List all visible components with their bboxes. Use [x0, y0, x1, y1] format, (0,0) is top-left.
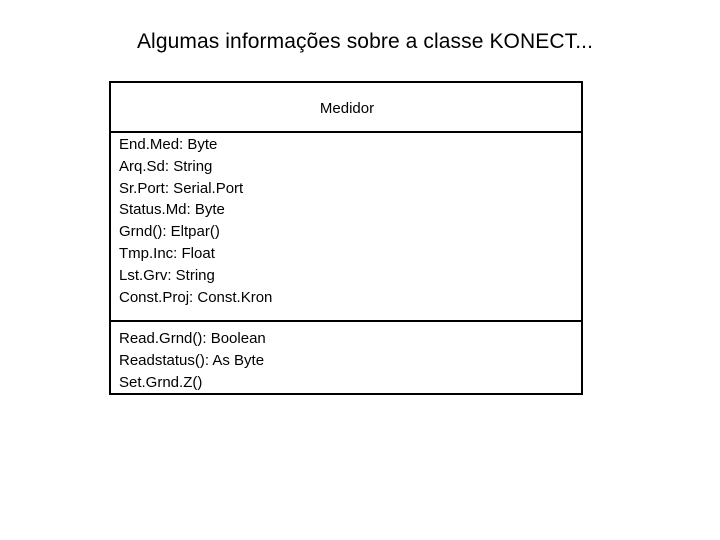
slide-title: Algumas informações sobre a classe KONECT... — [136, 30, 594, 53]
method-item: Readstatus(): As Byte — [119, 351, 265, 369]
attribute-item: Lst.Grv: String — [119, 266, 215, 284]
class-name: Medidor — [319, 100, 375, 117]
attribute-item: Tmp.Inc: Float — [119, 244, 215, 262]
attribute-item: Sr.Port: Serial.Port — [119, 179, 244, 197]
class-name-compartment — [111, 83, 581, 133]
attribute-item: Status.Md: Byte — [119, 201, 225, 219]
uml-class-box — [109, 81, 583, 395]
method-item: Read.Grnd(): Boolean — [119, 330, 266, 347]
attribute-item: Arq.Sd: String — [119, 157, 213, 175]
attribute-list — [119, 134, 272, 308]
methods-compartment — [111, 322, 581, 393]
attribute-item: Const.Proj: Const.Kron — [119, 288, 273, 306]
method-item: Set.Grnd.Z() — [119, 373, 203, 391]
method-list — [119, 328, 266, 393]
attribute-item: End.Med: Byte — [119, 136, 218, 153]
attributes-compartment — [111, 133, 581, 322]
attribute-item: Grnd(): Eltpar() — [119, 223, 220, 241]
